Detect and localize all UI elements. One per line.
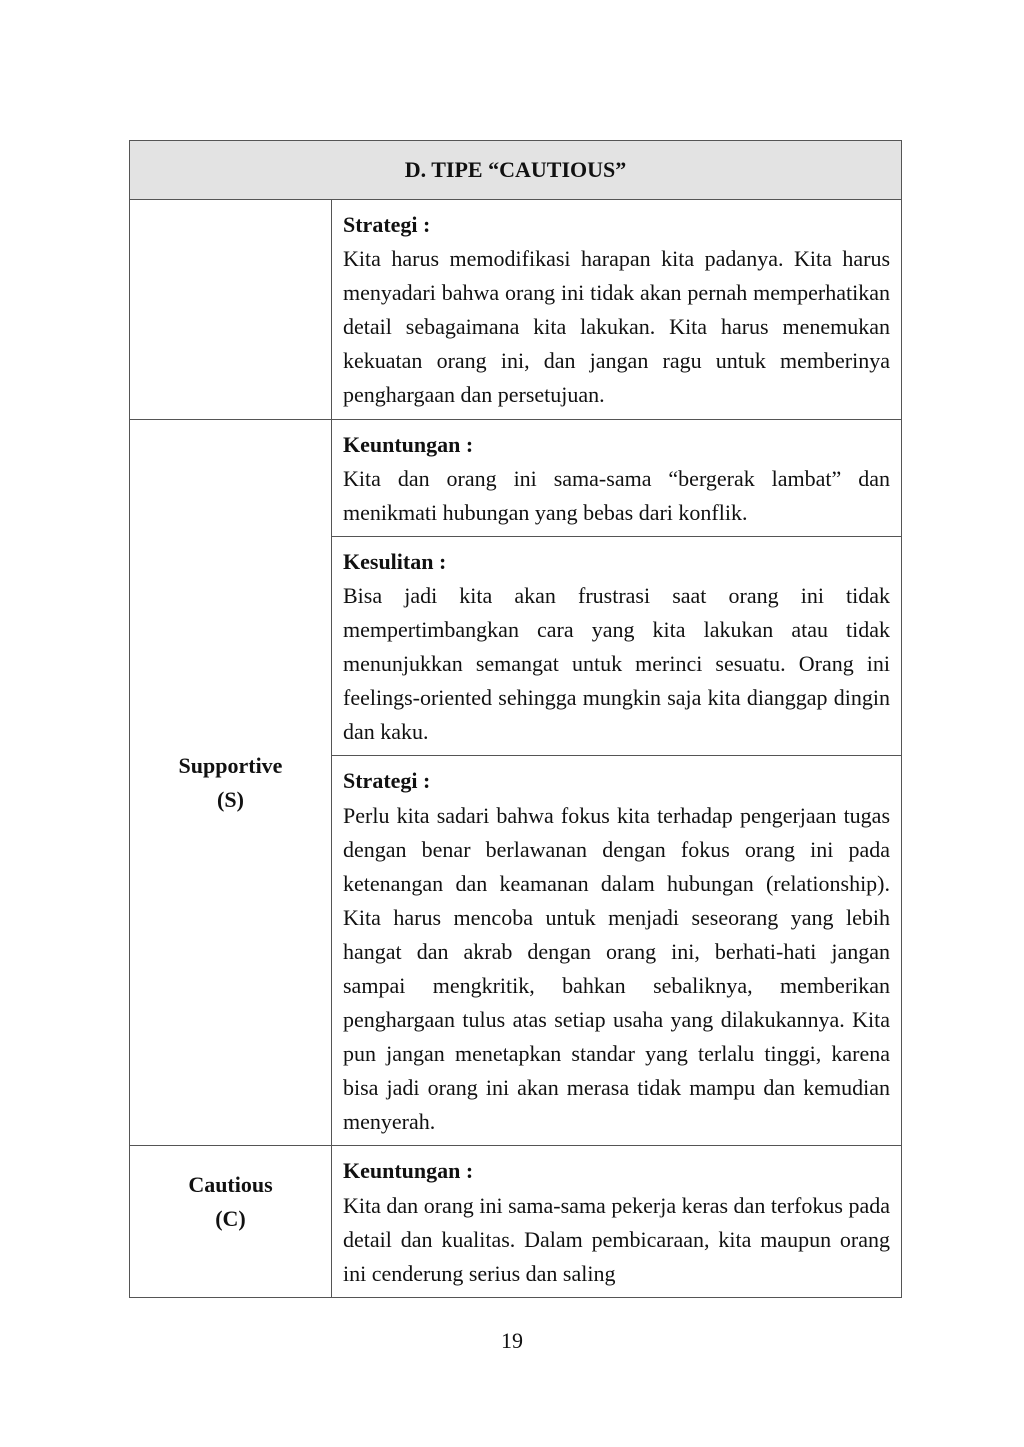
content-cell xyxy=(332,200,902,420)
section-heading: Strategi : xyxy=(343,212,431,237)
type-label-cautious xyxy=(130,1146,332,1297)
page-number: 19 xyxy=(501,1328,523,1353)
section-heading: Strategi : xyxy=(343,768,431,794)
content-cell xyxy=(332,419,902,536)
section-text: Kita harus memodifikasi harapan kita padanya. Kita harus menyadari bahwa orang ini tidak akan pernah memperhatikan detail sebagaimana kita lakukan. Kita harus menemukan kekuatan orang ini, dan jangan ragu untuk memberinya penghargaan dan persetujuan. xyxy=(343,246,891,408)
section-heading: Keuntungan : xyxy=(343,431,474,457)
type-label-supportive xyxy=(130,419,332,1146)
content-cell xyxy=(332,1146,902,1297)
section-text: Kita dan orang ini sama-sama “bergerak lambat” dan menikmati hubungan yang bebas dari konflik. xyxy=(343,465,891,525)
table-title: D. TIPE “CAUTIOUS” xyxy=(130,141,902,200)
empty-type-cell xyxy=(130,200,332,420)
type-code: (C) xyxy=(215,1206,246,1232)
type-code: (S) xyxy=(217,786,244,812)
table-row xyxy=(130,1146,902,1297)
table-row xyxy=(130,200,902,420)
section-heading: Kesulitan : xyxy=(343,548,447,574)
section-text: Perlu kita sadari bahwa fokus kita terhadap pengerjaan tugas dengan benar berlawanan dengan fokus orang ini pada ketenangan dan keamanan dalam hubungan (relationship). Kita harus mencoba untuk menjadi seseorang yang lebih hangat dan akrab dengan orang ini, berhati-hati jangan sampai mengkritik, bahkan sebaliknya, memberikan penghargaan tulus atas setiap usaha yang dilakukannya. Kita pun jangan menetapkan standar yang terlalu tinggi, karena bisa jadi orang ini akan merasa tidak mampu dan kemudian menyerah. xyxy=(343,802,891,1135)
section-text: Kita dan orang ini sama-sama pekerja keras dan terfokus pada detail dan kualitas. Dalam pembicaraan, kita maupun orang ini cenderung serius dan saling xyxy=(343,1192,891,1286)
table-header-row xyxy=(130,141,902,200)
content-cell xyxy=(332,536,902,756)
section-heading: Keuntungan : xyxy=(343,1158,474,1184)
type-table xyxy=(129,140,902,1298)
type-name: Supportive xyxy=(178,752,283,778)
type-name: Cautious xyxy=(188,1172,273,1198)
content-cell xyxy=(332,756,902,1146)
table-row xyxy=(130,419,902,536)
section-text: Bisa jadi kita akan frustrasi saat orang ini tidak mempertimbangkan cara yang kita lakukan atau tidak menunjukkan semangat untuk merinci sesuatu. Orang ini feelings-oriented sehingga mungkin saja kita dianggap dingin dan kaku. xyxy=(343,582,891,745)
